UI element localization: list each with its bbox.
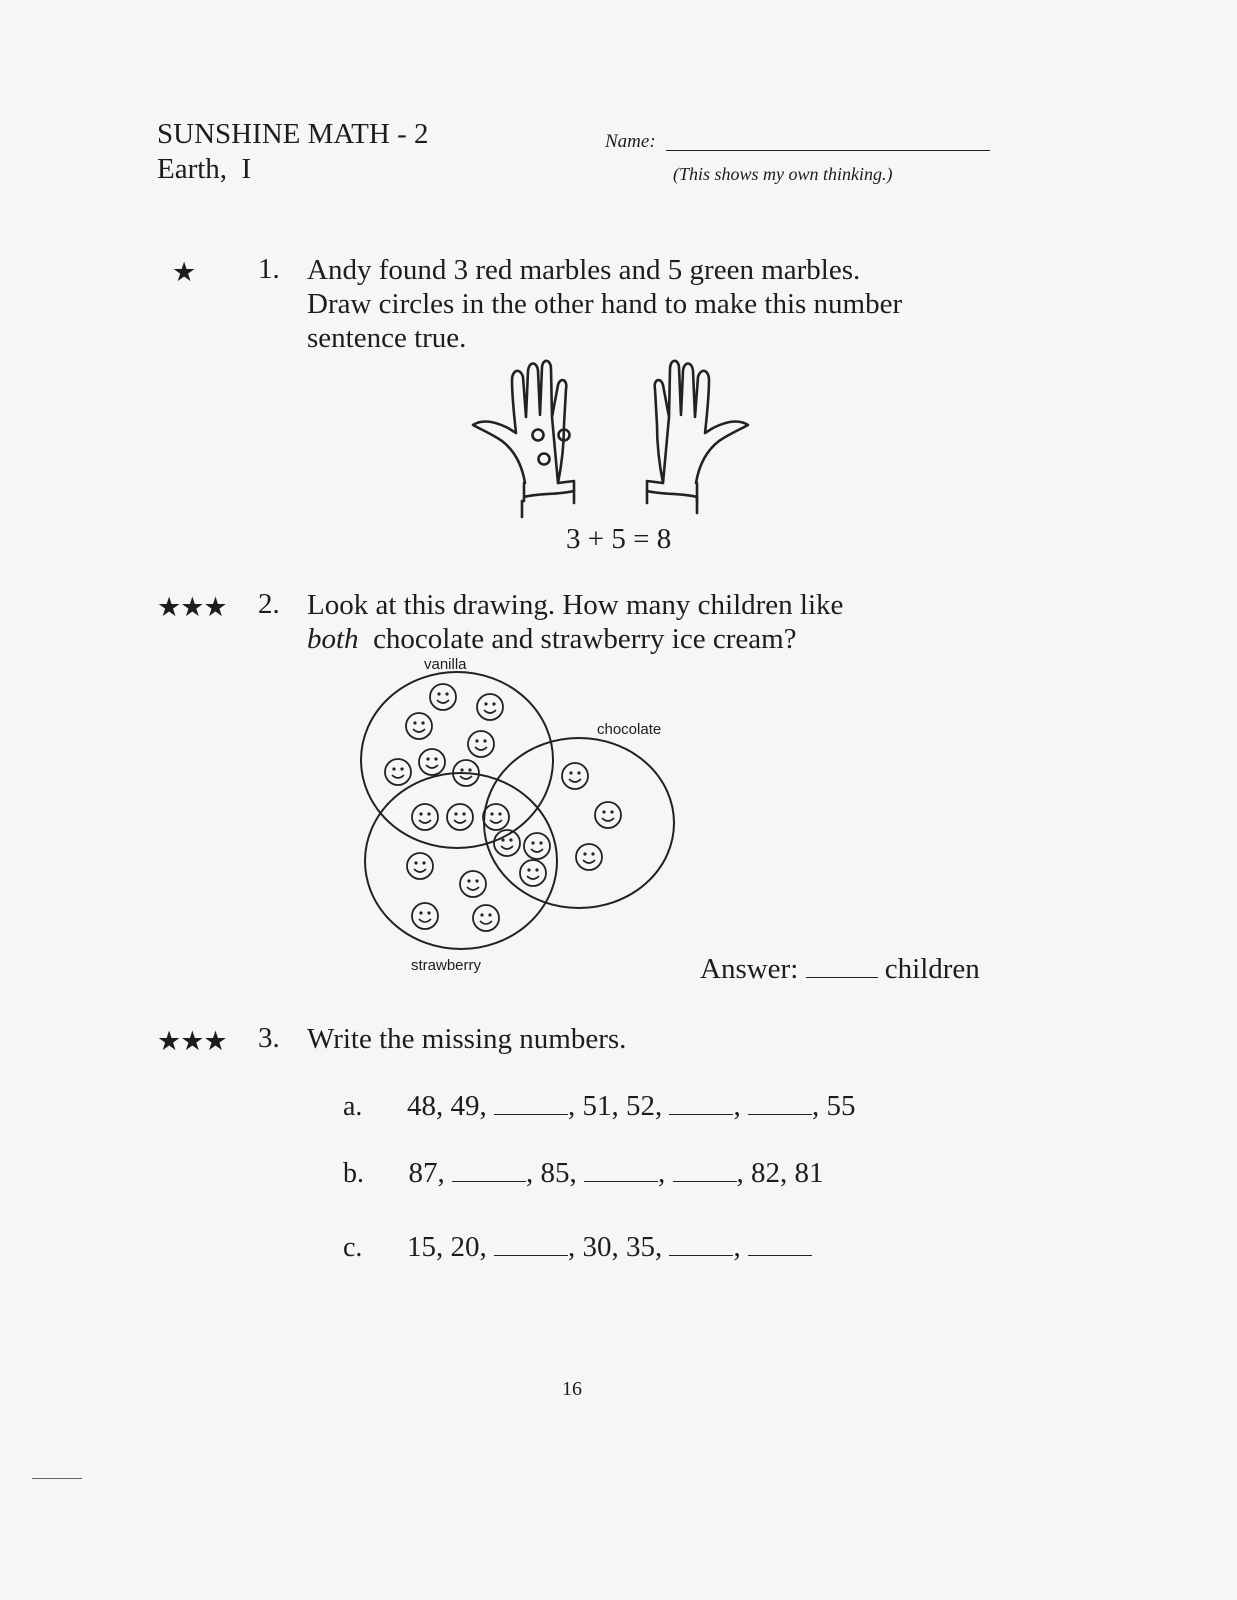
sequence-part: , 82, 81 bbox=[736, 1157, 824, 1189]
answer-label: Answer: bbox=[700, 953, 799, 985]
q1-line-3: sentence true. bbox=[307, 322, 467, 354]
q1-equation: 3 + 5 = 8 bbox=[566, 523, 672, 555]
subtitle-line: Earth, I bbox=[157, 153, 252, 185]
answer-blank[interactable] bbox=[669, 1226, 733, 1256]
smiley-face-icon bbox=[412, 903, 438, 929]
answer-blank[interactable] bbox=[452, 1152, 526, 1182]
smiley-face-icon bbox=[483, 804, 509, 830]
q2-line-1: Look at this drawing. How many children like bbox=[307, 589, 844, 621]
name-field[interactable] bbox=[666, 150, 990, 151]
right-hand-icon bbox=[655, 361, 748, 483]
smiley-face-icon bbox=[520, 860, 546, 886]
answer-unit: children bbox=[884, 953, 980, 985]
smiley-face-icon bbox=[477, 694, 503, 720]
sequence-part: , 85, bbox=[526, 1157, 577, 1189]
smiley-face-icon bbox=[430, 684, 456, 710]
answer-blank[interactable] bbox=[748, 1085, 812, 1115]
sequence-row-b bbox=[343, 1152, 824, 1190]
sequence-part: , bbox=[658, 1157, 666, 1189]
q3-prompt: Write the missing numbers. bbox=[307, 1023, 627, 1055]
thinking-note: (This shows my own thinking.) bbox=[673, 164, 893, 184]
smiley-face-icon bbox=[576, 844, 602, 870]
smiley-face-icon bbox=[473, 905, 499, 931]
smiley-face-icon bbox=[468, 731, 494, 757]
q2-line-2-rest: chocolate and strawberry ice cream? bbox=[358, 623, 797, 655]
q2-emphasis: both bbox=[307, 623, 359, 655]
answer-blank[interactable] bbox=[748, 1226, 812, 1256]
q1-number: 1. bbox=[258, 253, 280, 285]
sequence-part: , 51, 52, bbox=[567, 1090, 663, 1122]
sequence-part: , 55 bbox=[811, 1090, 856, 1122]
smiley-face-icon bbox=[419, 749, 445, 775]
sequence-part: , bbox=[733, 1231, 741, 1263]
smiley-face-icon bbox=[385, 759, 411, 785]
smiley-face-icon bbox=[524, 833, 550, 859]
answer-blank[interactable] bbox=[806, 948, 878, 978]
q3-number: 3. bbox=[258, 1022, 280, 1054]
vanilla-label: vanilla bbox=[424, 656, 467, 673]
q2-stars: ★★★ bbox=[157, 592, 227, 622]
smiley-face-icon bbox=[447, 804, 473, 830]
q1-stars: ★ bbox=[172, 257, 196, 287]
page-number: 16 bbox=[562, 1378, 582, 1400]
smiley-face-icon bbox=[412, 804, 438, 830]
q2-number: 2. bbox=[258, 588, 280, 620]
q1-line-2: Draw circles in the other hand to make this number bbox=[307, 288, 903, 320]
answer-blank[interactable] bbox=[494, 1085, 568, 1115]
venn-diagram bbox=[340, 660, 690, 960]
sequence-row-a bbox=[343, 1085, 855, 1123]
sequence-row-c bbox=[343, 1226, 812, 1264]
q2-answer bbox=[700, 948, 980, 986]
name-label: Name: bbox=[605, 131, 656, 152]
smiley-face-icon bbox=[406, 713, 432, 739]
q2-text bbox=[307, 588, 843, 656]
smiley-face-icon bbox=[407, 853, 433, 879]
title-line: SUNSHINE MATH - 2 bbox=[157, 118, 429, 150]
answer-blank[interactable] bbox=[584, 1152, 658, 1182]
sequence-part: 48, 49, bbox=[406, 1090, 487, 1122]
marble-icon bbox=[539, 454, 550, 465]
left-hand-icon bbox=[473, 361, 566, 483]
smiley-face-icon bbox=[562, 763, 588, 789]
row-letter: c. bbox=[343, 1232, 363, 1263]
row-letter: a. bbox=[343, 1091, 363, 1122]
smiley-face-icon bbox=[494, 830, 520, 856]
sequence-part: , 30, 35, bbox=[567, 1231, 663, 1263]
worksheet-title bbox=[157, 117, 428, 187]
q1-line-1: Andy found 3 red marbles and 5 green marbles. bbox=[307, 254, 861, 286]
hands-illustration bbox=[460, 355, 770, 525]
sequence-part: 87, bbox=[408, 1157, 445, 1189]
q1-text bbox=[307, 253, 902, 355]
smiley-face-icon bbox=[595, 802, 621, 828]
strawberry-label: strawberry bbox=[411, 957, 482, 974]
scan-mark bbox=[32, 1478, 82, 1479]
marble-icon bbox=[533, 430, 544, 441]
sequence-part: 15, 20, bbox=[406, 1231, 487, 1263]
answer-blank[interactable] bbox=[669, 1085, 733, 1115]
row-letter: b. bbox=[343, 1158, 364, 1189]
q3-stars: ★★★ bbox=[157, 1026, 227, 1056]
answer-blank[interactable] bbox=[673, 1152, 737, 1182]
answer-blank[interactable] bbox=[494, 1226, 568, 1256]
sequence-part: , bbox=[733, 1090, 741, 1122]
smiley-face-icon bbox=[460, 871, 486, 897]
q2-line-2 bbox=[307, 622, 843, 656]
chocolate-label: chocolate bbox=[597, 721, 662, 738]
